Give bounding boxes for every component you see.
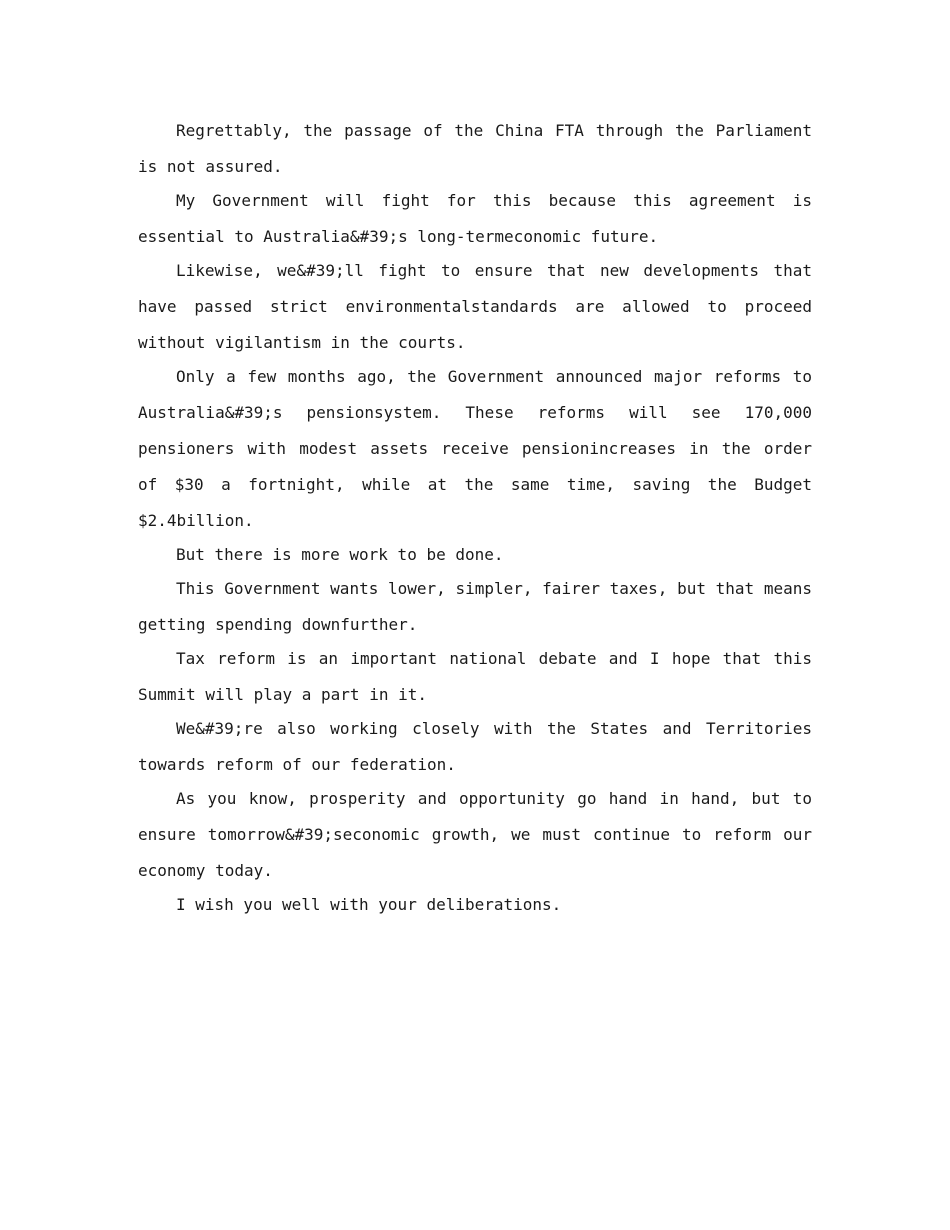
paragraph: Regrettably, the passage of the China FTA through the Parliament is not assured. — [138, 121, 812, 176]
paragraph: Likewise, we&#39;ll fight to ensure that new developments that have passed strict environmentalstandards are allowed to proceed without vigilantism in the courts. — [138, 261, 812, 352]
document-body — [138, 113, 812, 923]
paragraph: I wish you well with your deliberations. — [176, 895, 562, 914]
paragraph: But there is more work to be done. — [176, 545, 504, 564]
paragraph: We&#39;re also working closely with the States and Territories towards reform of our federation. — [138, 719, 812, 774]
paragraph: Tax reform is an important national debate and I hope that this Summit will play a part in it. — [138, 649, 812, 704]
paragraph: As you know, prosperity and opportunity go hand in hand, but to ensure tomorrow&#39;seconomic growth, we must continue to reform our economy today. — [138, 789, 812, 880]
paragraph: This Government wants lower, simpler, fairer taxes, but that means getting spending downfurther. — [138, 579, 812, 634]
paragraph: Only a few months ago, the Government announced major reforms to Australia&#39;s pensionsystem. These reforms will see 170,000 pensioners with modest assets receive pensionincreases in the order of $30 a fortnight, while at the same time, saving the Budget $2.4billion. — [138, 367, 812, 530]
paragraph: My Government will fight for this because this agreement is essential to Australia&#39;s long-termeconomic future. — [138, 191, 812, 246]
